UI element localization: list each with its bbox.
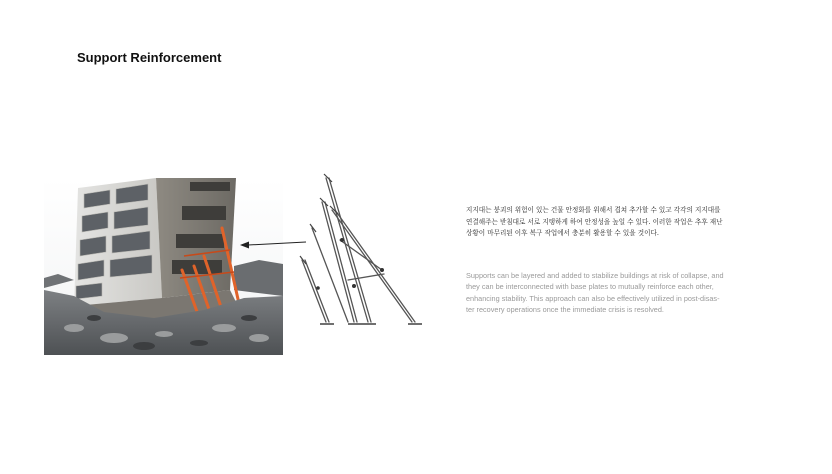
description-english <box>466 270 766 316</box>
description-en-line: ter recovery operations once the immediate crisis is resolved. <box>466 305 664 315</box>
description-en-line: enhancing stability. This approach can also be effectively utilized in post-disas- <box>466 293 720 303</box>
description-en-line: Supports can be layered and added to stabilize buildings at risk of collapse, and <box>466 271 724 280</box>
section-title: Support Reinforcement <box>77 50 222 65</box>
description-ko-line: 연결해주는 받침대로 서로 지탱하게 하여 안정성을 높일 수 있다. 이러한 작업은 추후 재난 <box>466 217 723 226</box>
description-en-line: they can be interconnected with base plates to mutually reinforce each other, <box>466 282 714 292</box>
support-struts-diagram <box>236 170 426 330</box>
description-ko-line: 상황이 마무리된 이후 복구 작업에서 충분히 활용할 수 있을 것이다. <box>466 229 659 238</box>
description-ko-line: 지지대는 붕괴의 위험이 있는 건물 안정화를 위해서 겹쳐 추가할 수 있고 각각의 지지대를 <box>466 206 721 214</box>
pointer-arrow <box>240 242 306 249</box>
description-korean <box>466 205 766 240</box>
